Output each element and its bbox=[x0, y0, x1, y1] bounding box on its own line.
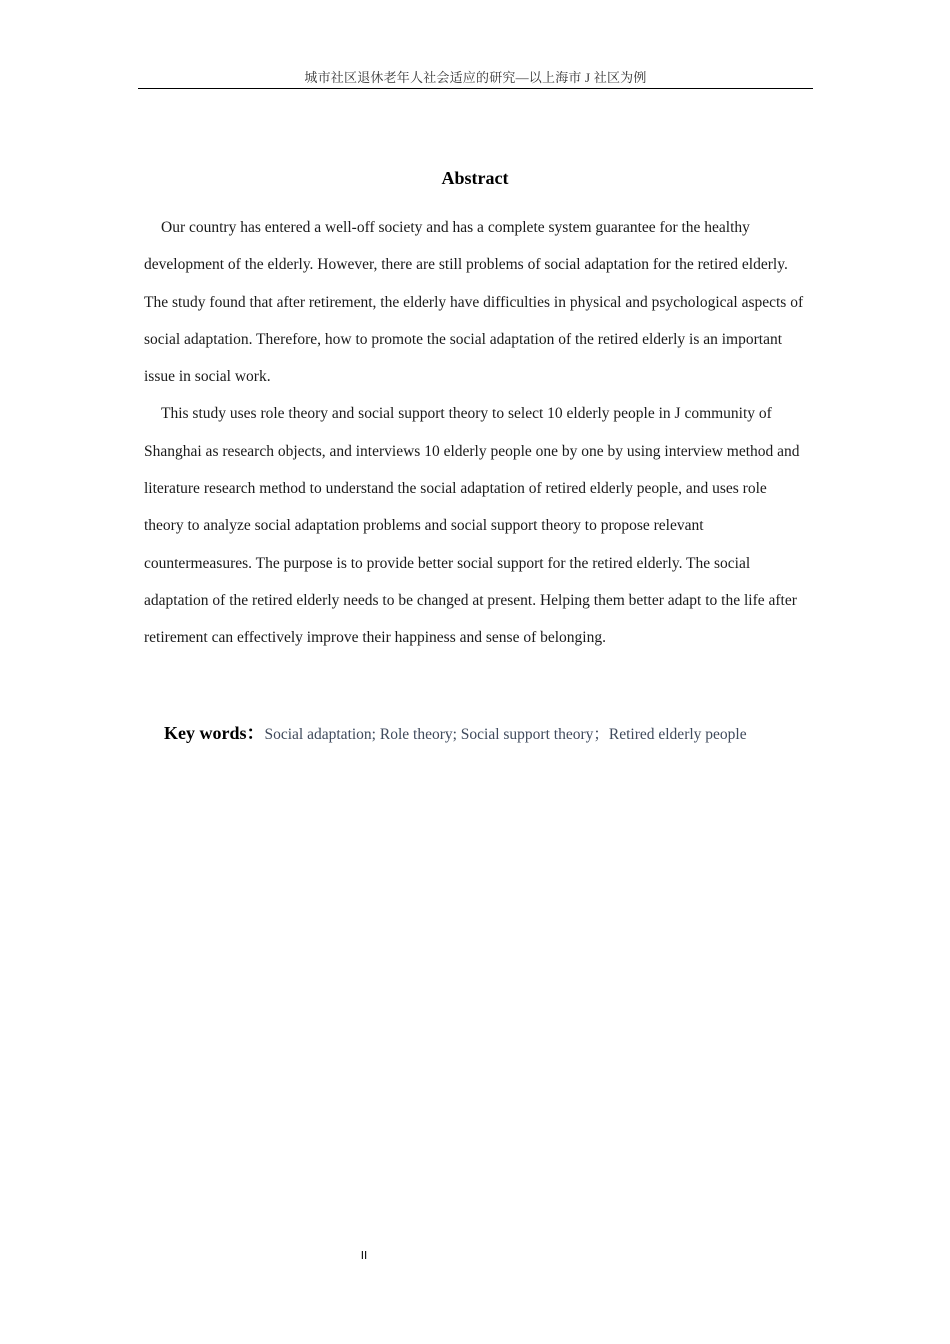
page-number: II bbox=[360, 1249, 368, 1262]
keywords-line bbox=[164, 719, 824, 749]
abstract-paragraph-1: Our country has entered a well-off society and has a complete system guarantee for the healthy development of the elderly. However, there are still problems of social adaptation for the retired elderly. The study found that after retirement, the elderly have difficulties in physical and psychological aspects of social adaptation. Therefore, how to promote the social adaptation of the retired elderly is an important issue in social work. bbox=[144, 219, 804, 386]
running-header-title: 城市社区退休老年人社会适应的研究—以上海市 J 社区为例 bbox=[304, 70, 647, 85]
keywords-label: Key words： bbox=[164, 723, 265, 743]
abstract-paragraph-2: This study uses role theory and social support theory to select 10 elderly people in J community of Shanghai as research objects, and interviews 10 elderly people one by one by using interview method and literature research method to understand the social adaptation of retired elderly people, and uses role theory to analyze social adaptation problems and social support theory to propose relevant countermeasures. The purpose is to provide better social support for the retired elderly. The social adaptation of the retired elderly needs to be changed at present. Helping them better adapt to the life after retirement can effectively improve their happiness and sense of belonging. bbox=[144, 405, 800, 647]
running-header bbox=[138, 70, 813, 89]
keywords-value: Social adaptation; Role theory; Social support theory；Retired elderly people bbox=[264, 726, 747, 743]
abstract-title: Abstract bbox=[441, 168, 509, 188]
abstract-body bbox=[144, 209, 806, 657]
